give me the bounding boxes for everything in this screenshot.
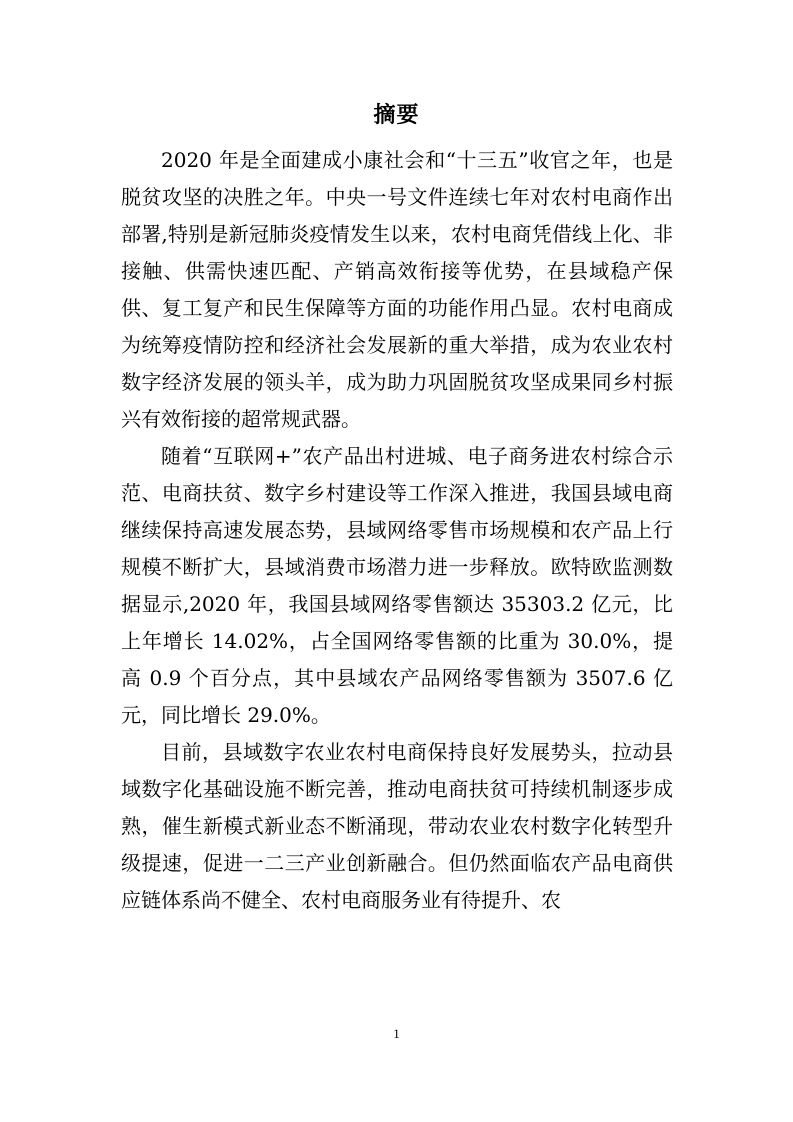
abstract-body: [121, 142, 673, 919]
paragraph-3: 目前，县域数字农业农村电商保持良好发展势头，拉动县域数字化基础设施不断完善，推动电商扶贫可持续机制逐步成熟，催生新模式新业态不断涌现，带动农业农村数字化转型升级提速，促进一二三产业创新融合。但仍然面临农产品电商供应链体系尚不健全、农村电商服务业有待提升、农: [121, 740, 673, 912]
page-title: 摘要: [373, 103, 420, 128]
paragraph-2: 随着“互联网+”农产品出村进城、电子商务进农村综合示范、电商扶贫、数字乡村建设等工作深入推进，我国县域电商继续保持高速发展态势，县域网络零售市场规模和农产品上行规模不断扩大，县域消费市场潜力进一步释放。欧特欧监测数据显示,2020 年，我国县域网络零售额达 35303.2 亿元，比上年增长 14.02%，占全国网络零售额的比重为 30.0%，提高 0.9 个百分点，其中县域农产品网络零售额为 3507.6 亿元，同比增长 29.0%。: [121, 444, 673, 727]
page-number: 1: [393, 1026, 400, 1041]
paragraph-1: 2020 年是全面建成小康社会和“十三五”收官之年，也是脱贫攻坚的决胜之年。中央一号文件连续七年对农村电商作出部署,特别是新冠肺炎疫情发生以来，农村电商凭借线上化、非接触、供需快速匹配、产销高效衔接等优势，在县域稳产保供、复工复产和民生保障等方面的功能作用凸显。农村电商成为统筹疫情防控和经济社会发展新的重大举措，成为农业农村数字经济发展的领头羊，成为助力巩固脱贫攻坚成果同乡村振兴有效衔接的超常规武器。: [121, 148, 673, 431]
